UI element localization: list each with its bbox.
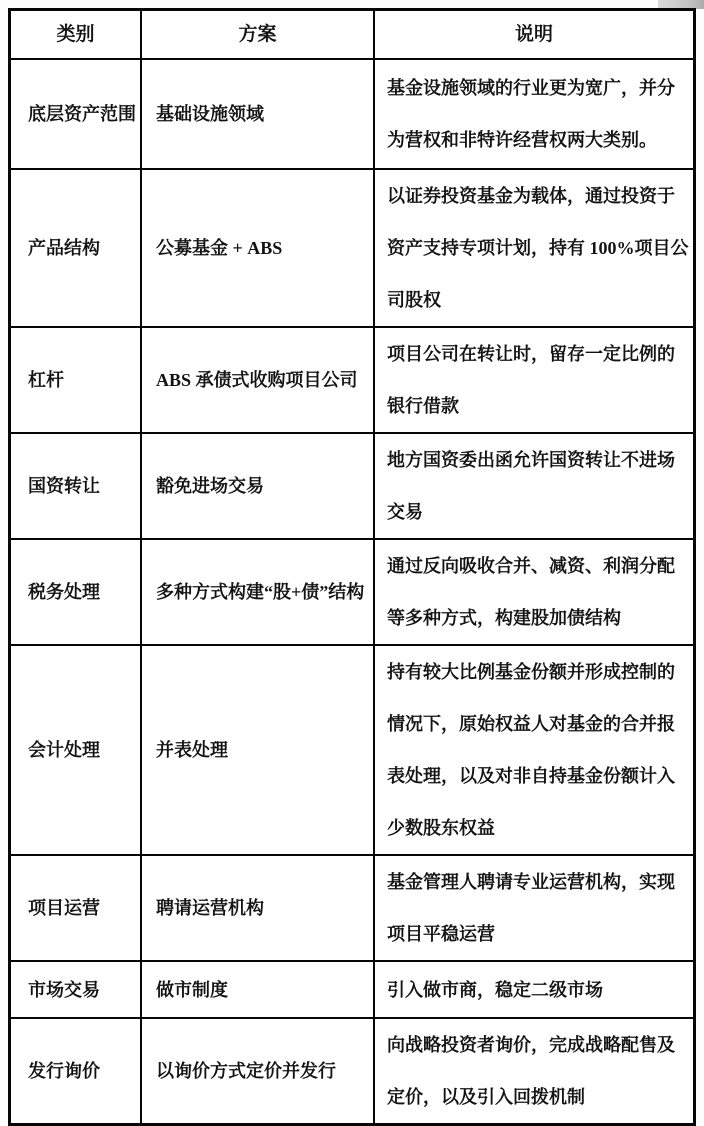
cell-plan	[140, 328, 373, 432]
cell-text: 基金管理人聘请专业运营机构，实现项目平稳运营	[387, 872, 675, 944]
table-row	[11, 960, 693, 1017]
cell-description	[373, 170, 693, 326]
cell-text: 基础设施领域	[156, 104, 264, 124]
cell-description	[373, 60, 693, 168]
table-row	[11, 58, 693, 168]
cell-text: 基金设施领域的行业更为宽广，并分为营权和非特许经营权两大类别。	[387, 78, 675, 150]
cell-text: 发行询价	[28, 1061, 100, 1081]
cell-text: 产品结构	[28, 238, 100, 258]
table-row	[11, 432, 693, 538]
column-header-description	[373, 11, 693, 58]
cell-description	[373, 434, 693, 538]
column-header-label: 方案	[238, 23, 277, 45]
cell-category	[11, 856, 140, 960]
cell-category	[11, 170, 140, 326]
column-header-label: 类别	[56, 23, 95, 45]
cell-text: ABS 承债式收购项目公司	[156, 370, 358, 390]
cell-plan	[140, 434, 373, 538]
cell-description	[373, 328, 693, 432]
cell-text: 聘请运营机构	[156, 898, 264, 918]
table-header-row	[11, 11, 693, 58]
comparison-table	[8, 8, 696, 1126]
cell-text: 杠杆	[28, 370, 64, 390]
cell-category	[11, 1019, 140, 1123]
cell-text: 地方国资委出函允许国资转让不进场交易	[387, 450, 675, 522]
cell-text: 项目公司在转让时，留存一定比例的银行借款	[387, 344, 675, 416]
cell-text: 公募基金 + ABS	[156, 238, 283, 258]
cell-text: 税务处理	[28, 582, 100, 602]
cell-description	[373, 856, 693, 960]
cell-text: 市场交易	[28, 979, 100, 1000]
cell-category	[11, 434, 140, 538]
cell-text: 多种方式构建“股+债”结构	[156, 582, 365, 602]
cell-text: 豁免进场交易	[156, 476, 264, 496]
cell-plan	[140, 1019, 373, 1123]
cell-category	[11, 540, 140, 644]
cell-plan	[140, 962, 373, 1017]
column-header-label: 说明	[514, 23, 553, 45]
cell-text: 底层资产范围	[28, 104, 136, 124]
cell-description	[373, 646, 693, 854]
cell-plan	[140, 60, 373, 168]
cell-category	[11, 962, 140, 1017]
cell-category	[11, 60, 140, 168]
cell-description	[373, 962, 693, 1017]
cell-text: 通过反向吸收合并、减资、利润分配等多种方式，构建股加债结构	[387, 556, 675, 628]
cell-category	[11, 328, 140, 432]
table-row	[11, 854, 693, 960]
cell-text: 项目运营	[28, 898, 100, 918]
table-row	[11, 538, 693, 644]
cell-text: 持有较大比例基金份额并形成控制的情况下，原始权益人对基金的合并报表处理，以及对非自持基金份额计入少数股东权益	[387, 662, 675, 838]
table-row	[11, 1017, 693, 1123]
cell-text: 以证券投资基金为载体，通过投资于资产支持专项计划，持有 100%项目公司股权	[387, 186, 689, 310]
cell-plan	[140, 856, 373, 960]
table-row	[11, 168, 693, 326]
cell-text: 国资转让	[28, 476, 100, 496]
cell-text: 会计处理	[28, 740, 100, 760]
cell-text: 并表处理	[156, 740, 228, 760]
cell-plan	[140, 170, 373, 326]
cell-category	[11, 646, 140, 854]
table-row	[11, 644, 693, 854]
cell-text: 向战略投资者询价，完成战略配售及定价，以及引入回拨机制	[387, 1035, 675, 1107]
cell-plan	[140, 540, 373, 644]
cell-description	[373, 1019, 693, 1123]
cell-description	[373, 540, 693, 644]
cell-plan	[140, 646, 373, 854]
cell-text: 以询价方式定价并发行	[156, 1061, 336, 1081]
column-header-plan	[140, 11, 373, 58]
column-header-category	[11, 11, 140, 58]
cell-text: 引入做市商，稳定二级市场	[387, 979, 603, 1000]
table-row	[11, 326, 693, 432]
cell-text: 做市制度	[156, 979, 228, 1000]
